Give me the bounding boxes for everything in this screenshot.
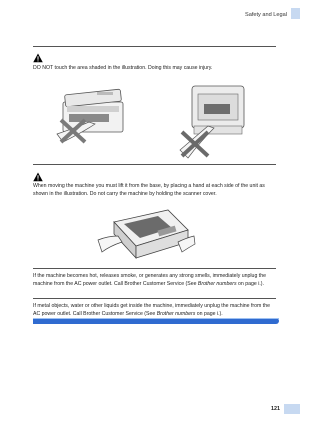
divider [33,164,276,165]
warning-icon [33,172,43,182]
liquids-note: If metal objects, water or other liquids get inside the machine, immediately unplug the machine from the AC power outlet. Call Brother Customer Service (See Brother numbers on page i.). [33,303,271,317]
hot-machine-note: If the machine becomes hot, releases smoke, or generates any strong smells, immediately unplug the machine from the AC power outlet. Call Brother Customer Service (See Brother numbers on page i.). [33,273,266,287]
page-number: 121 [271,406,280,412]
warning-text-1: DO NOT touch the area shaded in the illustration. Doing this may cause injury. [33,65,213,71]
illustration-shaded-area-right [178,80,250,160]
illustration-lifting-machine [96,202,196,264]
warning-text-2: When moving the machine you must lift it from the base, by placing a hand at each side of the unit as shown in the illustration. Do not carry the machine by holding the scanner cover. [33,183,265,197]
brother-numbers-link[interactable]: Brother numbers [156,310,196,317]
divider [33,46,276,47]
illustration-shaded-area-left [55,88,135,152]
section-end-bar [33,318,279,324]
page-number-tab [284,404,300,414]
brother-numbers-link[interactable]: Brother numbers [197,280,237,287]
warning-icon [33,53,43,63]
header-title: Safety and Legal [245,12,287,18]
header-tab [291,8,300,19]
divider [33,298,276,299]
divider [33,268,276,269]
